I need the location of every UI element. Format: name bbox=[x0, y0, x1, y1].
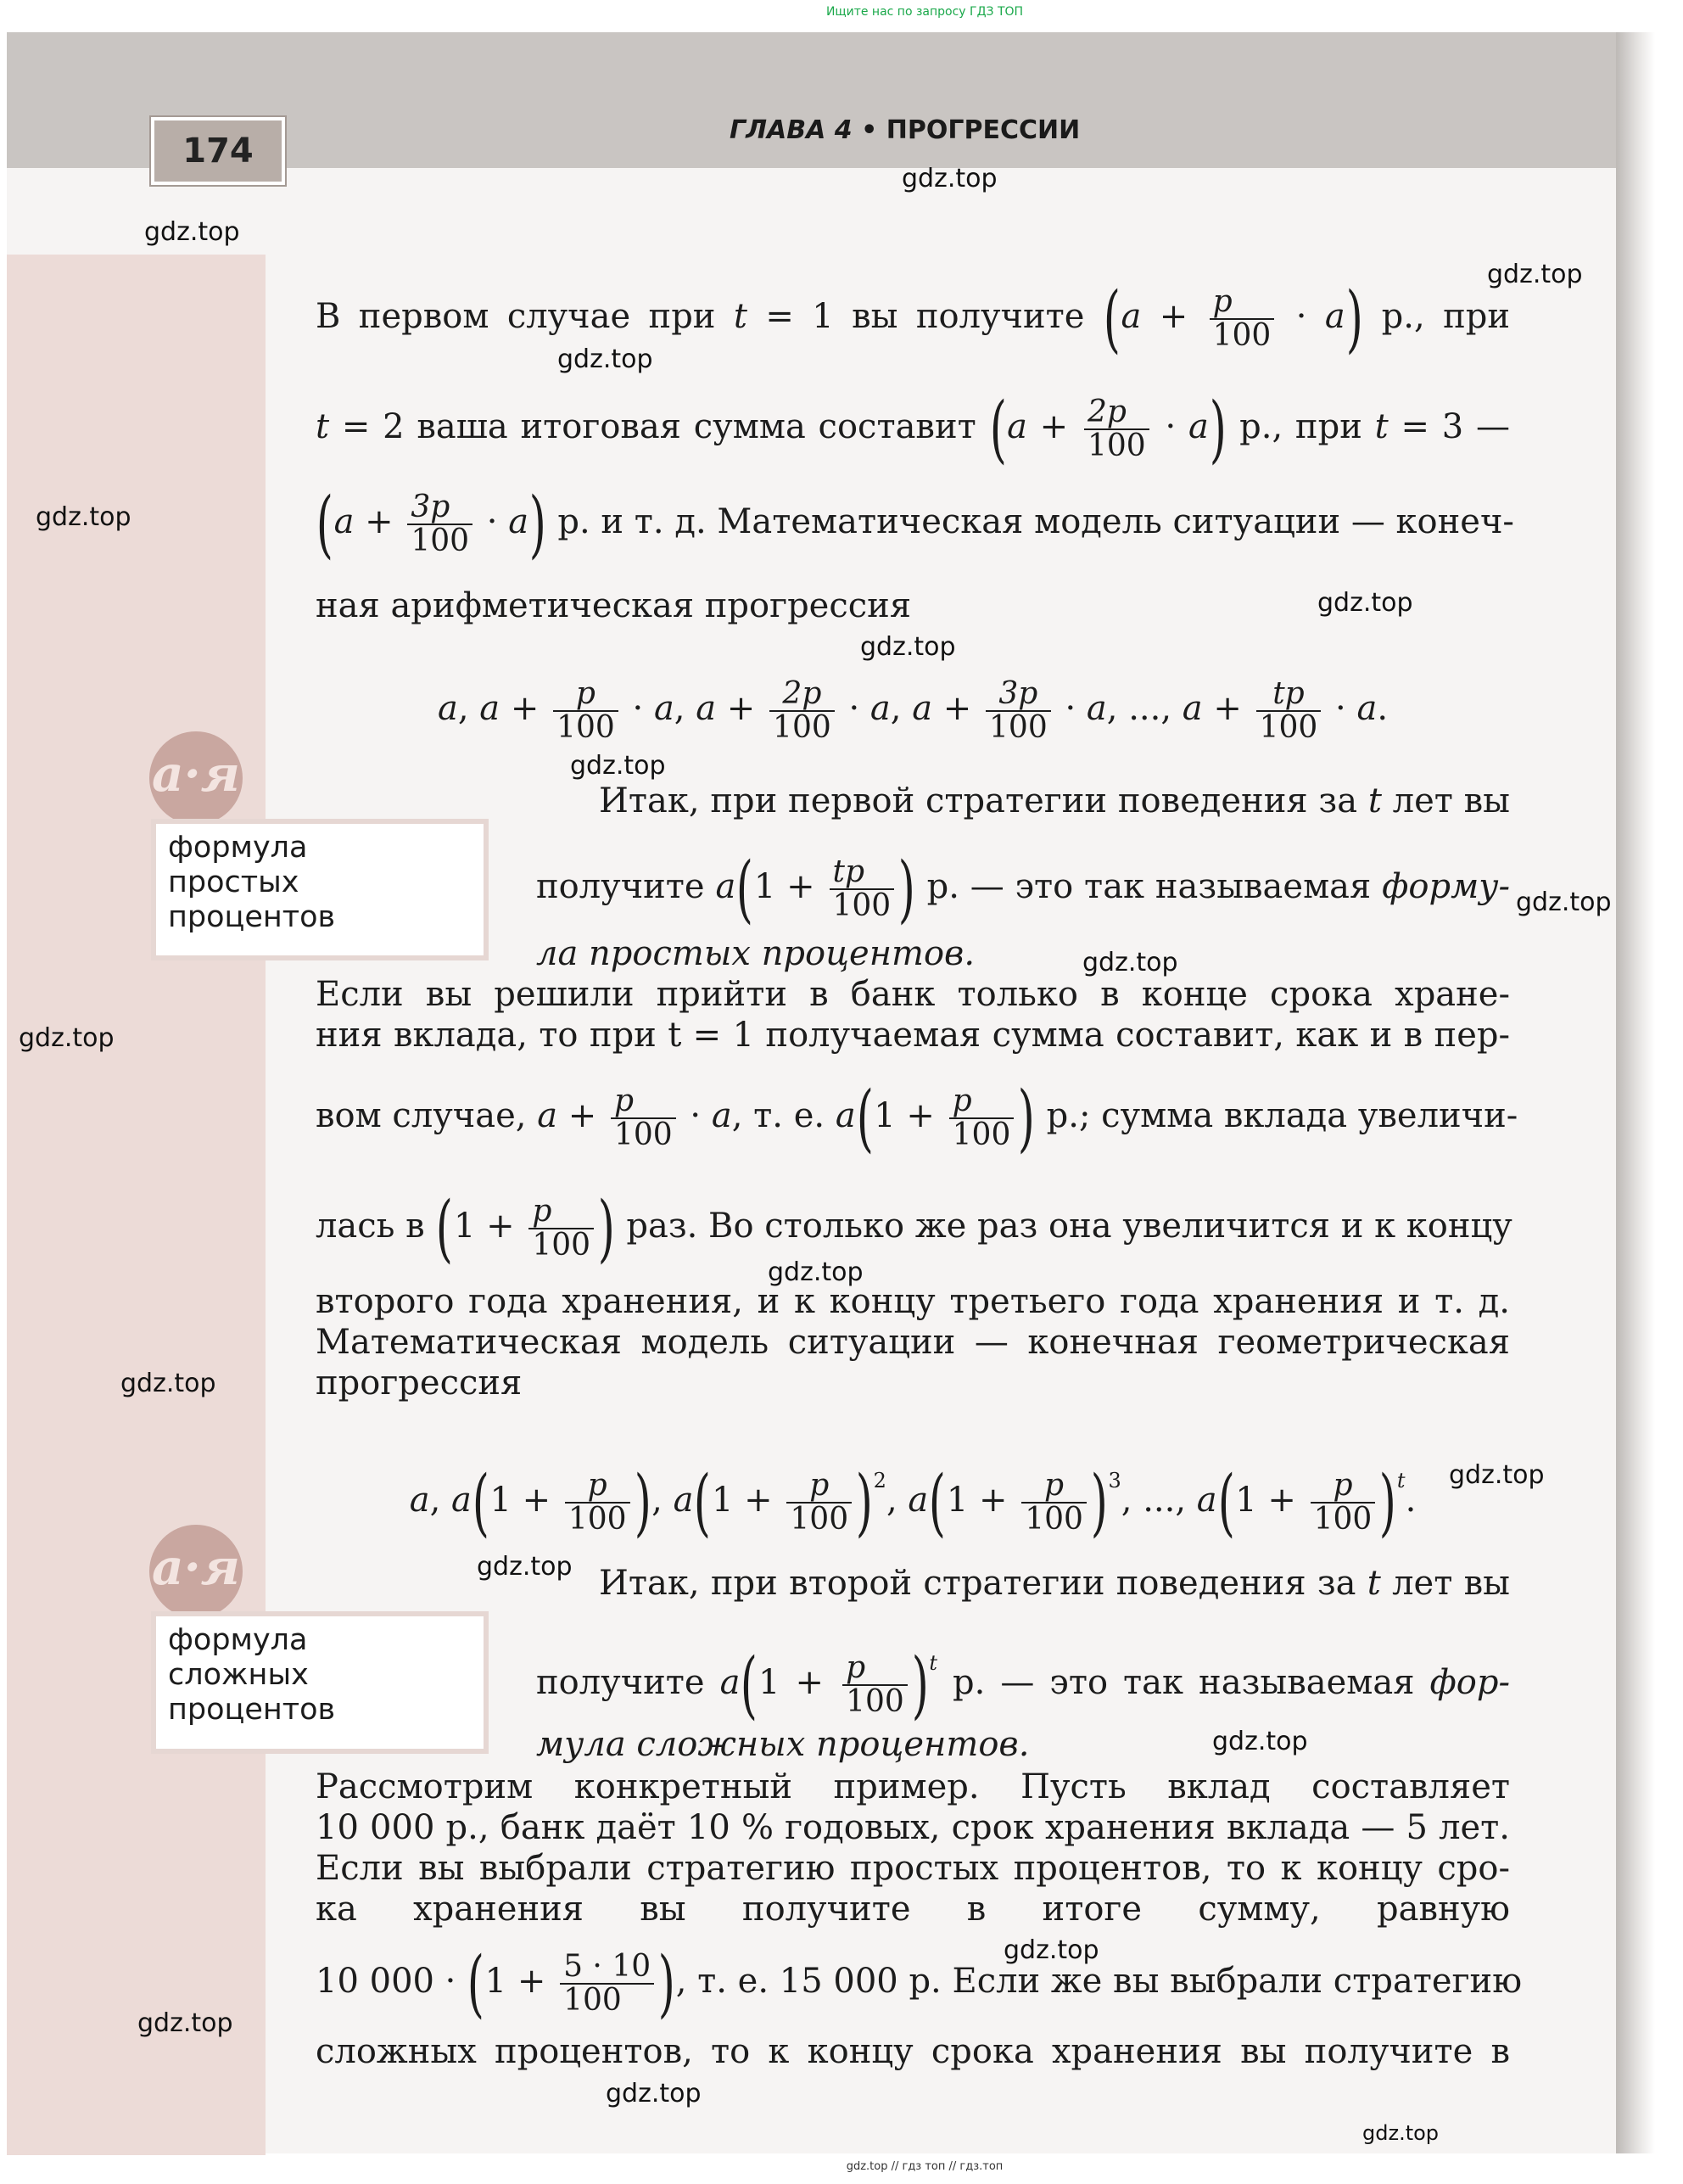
fraction: $\frac{p}{100}$ bbox=[1210, 286, 1275, 352]
margin-note-simple-interest bbox=[151, 819, 489, 960]
text-line: Итак, при второй стратегии поведения за t лет вы bbox=[599, 1564, 1510, 1603]
text-line: В первом случае при t = 1 вы получите (a + $\frac{p}{100}$ · a) р., при bbox=[316, 277, 1511, 361]
watermark: gdz.top bbox=[1487, 260, 1583, 289]
text-line: получите a(1 + $\frac{tp}{100}$ ) р. — это так называемая форму- bbox=[536, 847, 1511, 932]
text-line: Рассмотрим конкретный пример. Пусть вклад составляет bbox=[316, 1767, 1510, 1806]
margin-band bbox=[7, 255, 266, 2155]
text-line: Итак, при первой стратегии поведения за t лет вы bbox=[599, 781, 1510, 820]
watermark: gdz.top bbox=[1212, 1727, 1308, 1756]
watermark: gdz.top bbox=[19, 1023, 115, 1053]
text-line: ка хранения вы получите в итоге сумму, равную bbox=[316, 1890, 1510, 1929]
page-number: 174 bbox=[151, 117, 285, 185]
watermark: gdz.top bbox=[1004, 1935, 1099, 1965]
margin-note-line: простых bbox=[168, 865, 299, 899]
formula-geometric-progression: a, a(1 + $\frac{p}{100}$ ), a(1 + $\frac{p}{100}$ )$^2$, a(1 + $\frac{p}{100}$ )$^3$, ..., a(1 + $\frac{p}{100}$ )$^t$. bbox=[409, 1460, 1417, 1545]
text-line: (a + $\frac{3p}{100}$ · a) р. и т. д. Математическая модель ситуации — конеч- bbox=[316, 482, 1514, 567]
text-line: ния вклада, то при t = 1 получаемая сумма составит, как и в пер- bbox=[316, 1016, 1510, 1055]
text-line: прогрессия bbox=[316, 1364, 523, 1403]
text-line: сложных процентов, то к концу срока хранения вы получите в bbox=[316, 2032, 1510, 2071]
fraction: $\frac{2p}{100}$ bbox=[1084, 396, 1149, 462]
text-line: t = 2 ваша итоговая сумма составит (a + $\frac{2p}{100}$ · a) р., при t = 3 — bbox=[316, 387, 1510, 472]
margin-note-line: сложных bbox=[168, 1658, 309, 1692]
watermark: gdz.top bbox=[557, 344, 653, 374]
watermark: gdz.top bbox=[1362, 2121, 1440, 2145]
text-line: Математическая модель ситуации — конечная геометрическая bbox=[316, 1323, 1510, 1362]
margin-note-line: процентов bbox=[168, 900, 336, 934]
text-line: вом случае, a + $\frac{p}{100}$ · a, т. е. a(1 + $\frac{p}{100}$ ) р.; сумма вклада увеличи- bbox=[316, 1076, 1518, 1161]
watermark: gdz.top bbox=[120, 1369, 216, 1398]
page-edge bbox=[1616, 32, 1655, 2153]
text-line: ная арифметическая прогрессия bbox=[316, 586, 912, 625]
watermark: gdz.top bbox=[1082, 948, 1178, 977]
chapter-label: ГЛАВА 4 bbox=[730, 115, 853, 145]
text-line: 10 000 · (1 + $\frac{5 \cdot 10}{100}$ ), т. е. 15 000 р. Если же вы выбрали стратегию bbox=[316, 1941, 1523, 2026]
watermark: gdz.top bbox=[1516, 888, 1612, 917]
formula-badge-icon: a·я bbox=[149, 731, 243, 825]
margin-note-compound-interest bbox=[151, 1611, 489, 1754]
text-line: мула сложных процентов. bbox=[536, 1725, 1030, 1764]
text-line: лась в (1 + $\frac{p}{100}$ ) раз. Во столько же раз она увеличится и к концу bbox=[316, 1186, 1512, 1271]
watermark: gdz.top bbox=[36, 502, 131, 532]
watermark: gdz.top bbox=[860, 632, 956, 662]
formula-arithmetic-progression: a, a + $\frac{p}{100}$ · a, a + $\frac{2p}{100}$ · a, a + $\frac{3p}{100}$ · a, ..., a + $\frac{tp}{100}$ · a. bbox=[437, 676, 1389, 745]
text-line: ла простых процентов. bbox=[536, 934, 976, 973]
formula-badge-icon: a·я bbox=[149, 1525, 243, 1618]
fraction: $\frac{3p}{100}$ bbox=[407, 491, 472, 557]
watermark: gdz.top bbox=[768, 1257, 864, 1287]
text-line: Если вы решили прийти в банк только в конце срока хране- bbox=[316, 975, 1510, 1014]
watermark: gdz.top bbox=[477, 1552, 573, 1582]
top-ad-text: Ищите нас по запросу ГДЗ ТОП bbox=[825, 5, 1024, 19]
watermark: gdz.top bbox=[606, 2079, 702, 2108]
bottom-ad-text: gdz.top // гдз топ // гдз.топ bbox=[846, 2160, 1004, 2173]
text-line: получите a(1 + $\frac{p}{100}$ )$^t$ р. — это так называемая фор- bbox=[536, 1643, 1511, 1728]
margin-note-line: формула bbox=[168, 1623, 308, 1657]
watermark: gdz.top bbox=[1449, 1460, 1545, 1490]
watermark: gdz.top bbox=[137, 2008, 233, 2038]
watermark: gdz.top bbox=[902, 164, 998, 193]
text-line: второго года хранения, и к концу третьего года хранения и т. д. bbox=[316, 1282, 1510, 1321]
text-line: Если вы выбрали стратегию простых процентов, то к концу сро- bbox=[316, 1849, 1510, 1888]
chapter-bullet: • bbox=[861, 115, 878, 145]
watermark: gdz.top bbox=[144, 217, 240, 247]
watermark: gdz.top bbox=[570, 751, 666, 781]
text-line: 10 000 р., банк даёт 10 % годовых, срок хранения вклада — 5 лет. bbox=[316, 1808, 1510, 1847]
margin-note-line: формула bbox=[168, 831, 308, 865]
margin-note-line: процентов bbox=[168, 1693, 336, 1727]
watermark: gdz.top bbox=[1317, 588, 1413, 618]
chapter-header bbox=[730, 115, 1080, 145]
chapter-title: ПРОГРЕССИИ bbox=[886, 115, 1081, 145]
